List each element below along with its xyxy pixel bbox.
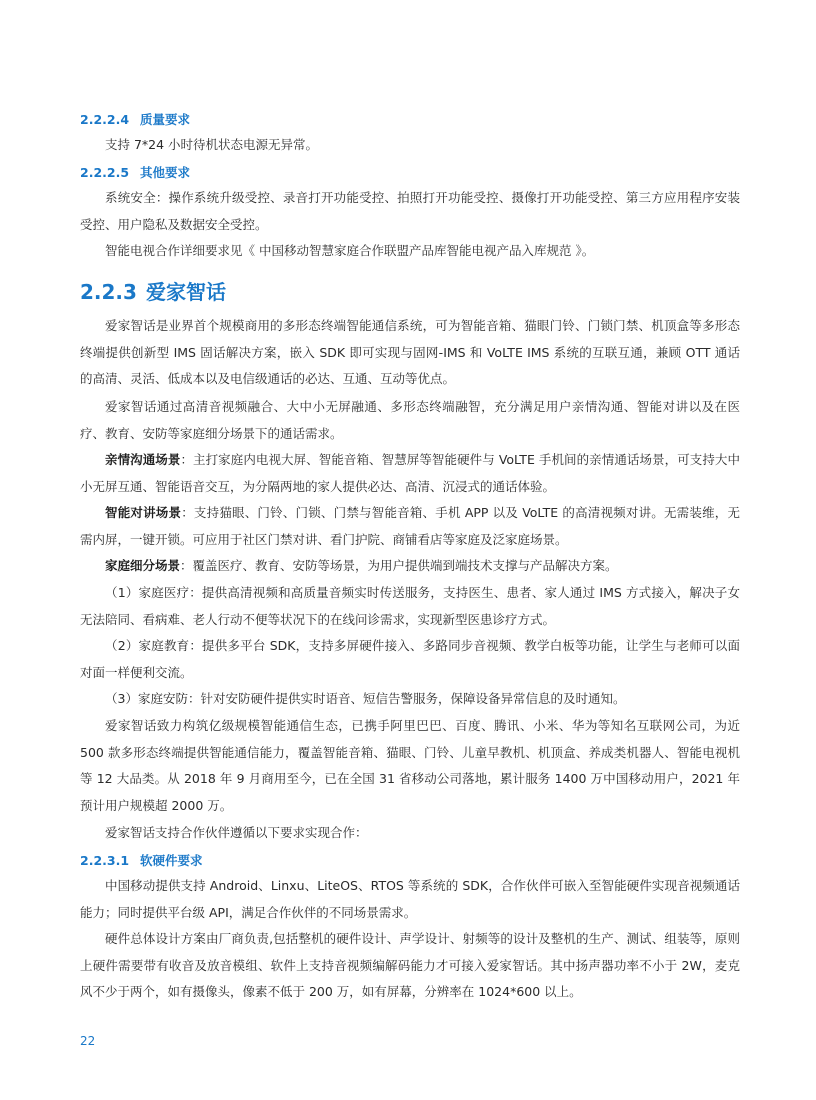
paragraph-home-education: （2）家庭教育：提供多平台 SDK，支持多屏硬件接入、多路同步音视频、教学白板等功能，让学生与老师可以面对面一样便利交流。	[80, 638, 740, 680]
paragraph-partner-requirements: 爱家智话支持合作伙伴遵循以下要求实现合作：	[105, 825, 368, 840]
section-number: 2.2.3.1	[80, 853, 130, 868]
section-title: 质量要求	[140, 112, 191, 127]
paragraph-sdk: 中国移动提供支持 Android、Linxu、LiteOS、RTOS 等系统的 SDK，合作伙伴可嵌入至智能硬件实现音视频通话能力；同时提供平台级 API，满足合作伙伴的不同场景需求。	[80, 878, 740, 920]
section-number: 2.2.3	[80, 280, 137, 304]
paragraph-tv-requirements: 智能电视合作详细要求见《 中国移动智慧家庭合作联盟产品库智能电视产品入库规范 》。	[105, 243, 595, 258]
heading-2-2-2-4	[80, 110, 190, 128]
paragraph-lead: 亲情沟通场景	[105, 452, 181, 467]
paragraph-quality: 支持 7*24 小时待机状态电源无异常。	[105, 137, 319, 152]
heading-2-2-3	[80, 276, 226, 305]
page-number: 22	[80, 1034, 96, 1048]
paragraph-body: ：支持猫眼、门铃、门锁、门禁与智能音箱、手机 APP 以及 VoLTE 的高清视频对讲。无需装维，无需内屏，一键开锁。可应用于社区门禁对讲、看门护院、商铺看店等家庭及泛家庭场景。	[80, 505, 740, 547]
paragraph-system-security: 系统安全：操作系统升级受控、录音打开功能受控、拍照打开功能受控、摄像打开功能受控、第三方应用程序安装受控、用户隐私及数据安全受控。	[80, 190, 740, 232]
heading-2-2-2-5	[80, 163, 190, 181]
section-number: 2.2.2.5	[80, 165, 130, 180]
paragraph-intro: 爱家智话是业界首个规模商用的多形态终端智能通信系统，可为智能音箱、猫眼门铃、门锁门禁、机顶盒等多形态终端提供创新型 IMS 固话解决方案，嵌入 SDK 即可实现与固网-IMS 和 VoLTE IMS 系统的互联互通，兼顾 OTT 通话的高清、灵活、低成本以及电信级通话的必达、互通、互动等优点。	[80, 318, 740, 386]
paragraph-hardware-design: 硬件总体设计方案由厂商负责,包括整机的硬件设计、声学设计、射频等的设计及整机的生产、测试、组装等，原则上硬件需要带有收音及放音模组、软件上支持音视频编解码能力才可接入爱家智话。其中扬声器功率不小于 2W，麦克风不少于两个，如有摄像头，像素不低于 200 万，如有屏幕，分辨率在 1024*600 以上。	[80, 931, 740, 999]
section-title: 软硬件要求	[140, 853, 203, 868]
paragraph-home-medical: （1）家庭医疗：提供高清视频和高质量音频实时传送服务，支持医生、患者、家人通过 IMS 方式接入，解决子女无法陪同、看病难、老人行动不便等状况下的在线问诊需求，实现新型医患诊疗方式。	[80, 585, 740, 627]
section-title: 爱家智话	[146, 280, 226, 304]
paragraph-body: ：覆盖医疗、教育、安防等场景，为用户提供端到端技术支撑与产品解决方案。	[180, 558, 618, 573]
paragraph-ecosystem: 爱家智话致力构筑亿级规模智能通信生态，已携手阿里巴巴、百度、腾讯、小米、华为等知名互联网公司，为近 500 款多形态终端提供智能通信能力，覆盖智能音箱、猫眼、门铃、儿童早教机、机顶盒、养成类机器人、智能电视机等 12 大品类。从 2018 年 9 月商用至今，已在全国 31 省移动公司落地，累计服务 1400 万中国移动用户，2021 年预计用户规模超 2000 万。	[80, 718, 740, 813]
paragraph-fusion: 爱家智话通过高清音视频融合、大中小无屏融通、多形态终端融智，充分满足用户亲情沟通、智能对讲以及在医疗、教育、安防等家庭细分场景下的通话需求。	[80, 399, 740, 441]
paragraph-lead: 家庭细分场景	[105, 558, 181, 573]
paragraph-body: ：主打家庭内电视大屏、智能音箱、智慧屏等智能硬件与 VoLTE 手机间的亲情通话场景，可支持大中小无屏互通、智能语音交互，为分隔两地的家人提供必达、高清、沉浸式的通话体验。	[80, 452, 740, 494]
paragraph-home-security: （3）家庭安防：针对安防硬件提供实时语音、短信告警服务，保障设备异常信息的及时通知。	[105, 691, 626, 706]
heading-2-2-3-1	[80, 851, 203, 869]
paragraph-intercom-scenario	[80, 500, 740, 553]
section-title: 其他要求	[140, 165, 191, 180]
paragraph-lead: 智能对讲场景	[105, 505, 182, 520]
section-number: 2.2.2.4	[80, 112, 130, 127]
paragraph-family-scenario	[80, 447, 740, 500]
paragraph-home-segment-scenario	[80, 553, 740, 580]
